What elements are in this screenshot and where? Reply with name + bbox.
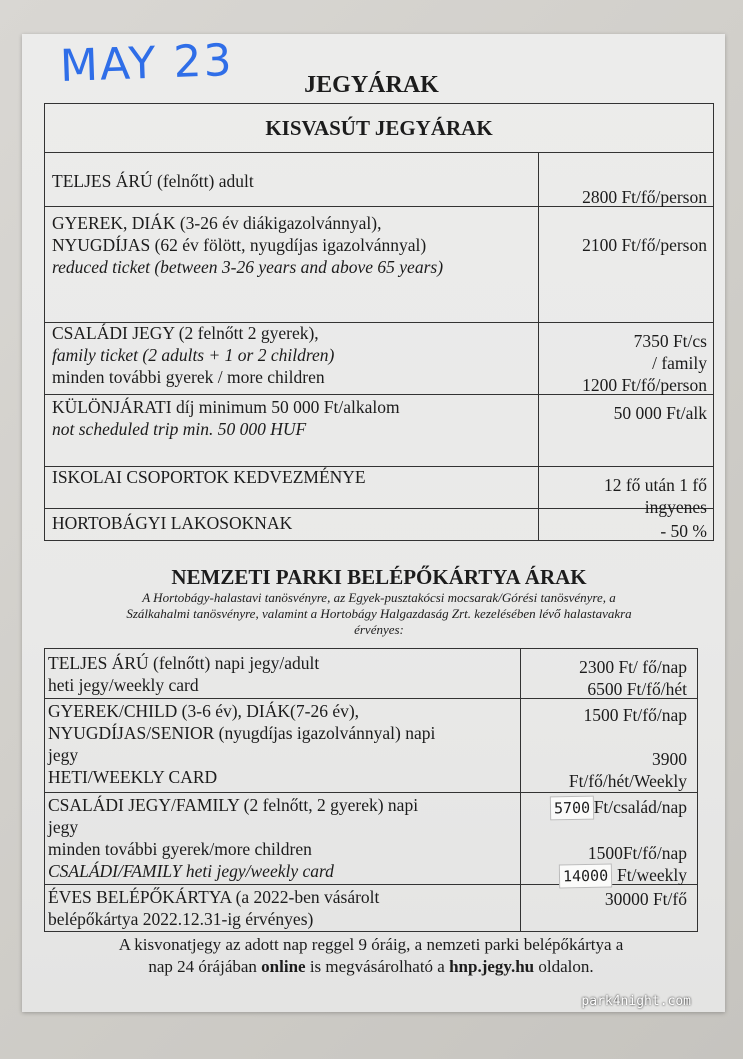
s2-row2-label: GYEREK/CHILD (3-6 év), DIÁK(7-26 év), NYUGDÍJAS/SENIOR (nyugdíjas igazolvánnyal) napi jegy HETI/WEEKLY CARD bbox=[48, 701, 436, 787]
s1-row6-label: HORTOBÁGYI LAKOSOKNAK bbox=[52, 513, 293, 533]
section2-note: A Hortobágy-halastavi tanösvényre, az Egyek-pusztakócsi mocsarak/Górési tanösvényre, a Szálkahalmi tanösvényre, valamint a Hortobágy Halgazdaság Zrt. kezelésében lévő halastavakra érvényes: bbox=[126, 590, 632, 637]
s1-row2-label: GYEREK, DIÁK (3-26 év diákigazolvánnyal), NYUGDÍJAS (62 év fölött, nyugdíjas igazolvánnyal) reduced ticket (between 3-26 years and above 65 years) bbox=[52, 213, 444, 277]
s2-row4-label: ÉVES BELÉPŐKÁRTYA (a 2022-ben vásárolt belépőkártya 2022.12.31-ig érvényes) bbox=[48, 887, 380, 929]
section2-title: NEMZETI PARKI BELÉPŐKÁRTYA ÁRAK bbox=[171, 565, 587, 589]
s2-row2-price: 1500 Ft/fő/nap 3900 Ft/fő/hét/Weekly bbox=[568, 705, 687, 791]
s1-row1-price: 2800 Ft/fő/person bbox=[582, 187, 707, 207]
s2-row1-label: TELJES ÁRÚ (felnőtt) napi jegy/adult heti jegy/weekly card bbox=[48, 653, 320, 695]
price-sticker-family-day: 5700 bbox=[549, 796, 594, 821]
s1-row4-label: KÜLÖNJÁRATI díj minimum 50 000 Ft/alkalom not scheduled trip min. 50 000 HUF bbox=[52, 397, 400, 439]
price-sticker-family-week: 14000 bbox=[559, 864, 613, 889]
s2-row3-price: 5700 Ft/család/nap 1500Ft/fő/nap 14000 Ft/weekly bbox=[550, 796, 687, 888]
s1-row5-price: 12 fő után 1 fő ingyenes bbox=[603, 475, 707, 517]
page-title: JEGYÁRAK bbox=[304, 72, 439, 98]
s1-row6-price: - 50 % bbox=[660, 521, 707, 541]
s1-row1-label: TELJES ÁRÚ (felnőtt) adult bbox=[52, 171, 254, 191]
watermark-text: park4night.com bbox=[581, 994, 691, 1009]
s2-row3-label: CSALÁDI JEGY/FAMILY (2 felnőtt, 2 gyerek) napi jegy minden további gyerek/more children CSALÁDI/FAMILY heti jegy/weekly card bbox=[48, 795, 419, 881]
handwritten-date: MAY 23 bbox=[59, 34, 235, 93]
s1-row3-price: 7350 Ft/cs / family 1200 Ft/fő/person bbox=[582, 331, 707, 395]
footer-note: A kisvonatjegy az adott nap reggel 9 óráig, a nemzeti parki belépőkártya a nap 24 órájában online is megvásárolható a hnp.jegy.hu oldalon. bbox=[118, 935, 624, 976]
section1-title: KISVASÚT JEGYÁRAK bbox=[265, 116, 493, 140]
s1-row3-label: CSALÁDI JEGY (2 felnőtt 2 gyerek), family ticket (2 adults + 1 or 2 children) minden további gyerek / more children bbox=[52, 323, 335, 387]
s2-row1-price: 2300 Ft/ fő/nap 6500 Ft/fő/hét bbox=[579, 657, 687, 699]
s2-row4-price: 30000 Ft/fő bbox=[604, 889, 687, 909]
s1-row4-price: 50 000 Ft/alk bbox=[613, 403, 707, 423]
s1-row2-price: 2100 Ft/fő/person bbox=[582, 235, 707, 255]
s1-row5-label: ISKOLAI CSOPORTOK KEDVEZMÉNYE bbox=[52, 467, 366, 487]
website-link[interactable]: hnp.jegy.hu bbox=[449, 957, 535, 976]
